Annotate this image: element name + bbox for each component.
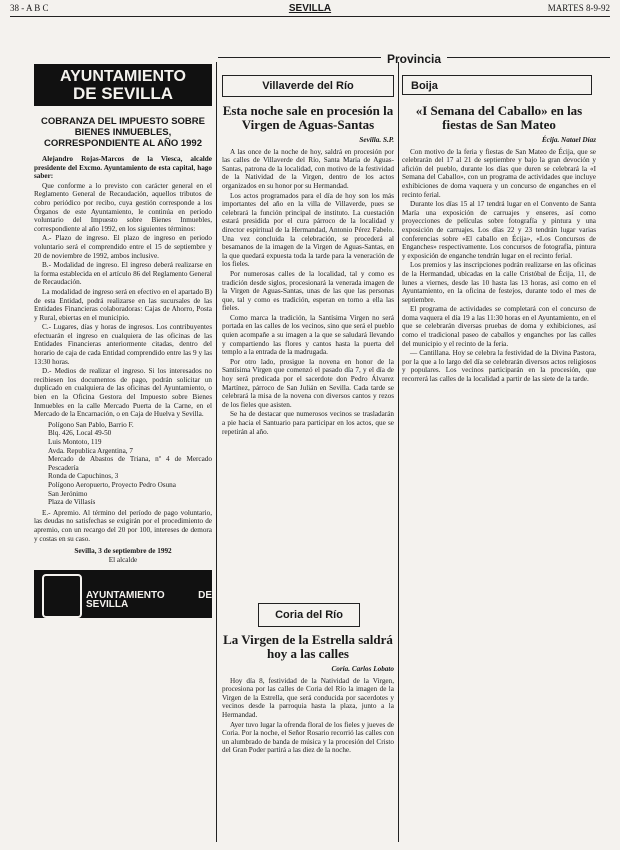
article-byline: Écija. Natael Díaz xyxy=(541,136,596,144)
section-label: Provincia xyxy=(381,52,447,66)
article-paragraph: Los actos programados para el día de hoy son los más importantes del año en la villa de Villaverde, pues se celebrará la función principal de instituto. La cuestación estará presidida por el cura párroco de la localidad y director espiritual de la Hermandad, Antonio Pérez Fabelo. Una vez concluida la celebración, se procederá al besamanos de la imagen de la Virgen de Aguas-Santas, en la que quedará expuesta toda la tarde para la veneración de los fieles. xyxy=(222,191,394,269)
column-divider xyxy=(216,62,217,842)
article-paragraph: — Cantillana. Hoy se celebra la festividad de la Divina Pastora, por la que a lo largo del día se celebrarán diversos actos religiosos y populares. Los vecinos participarán en la procesión, que recorrerá las calles de la localidad a partir de las siete de la tarde. xyxy=(402,349,596,384)
villaverde-box: Villaverde del Río xyxy=(222,75,394,97)
column-divider xyxy=(398,62,399,842)
article-paragraph: El programa de actividades se completará con el concurso de doma vaquera el día 19 a las 11:30 horas en el Ayuntamiento, en el que se celebrarán diversas pruebas de doma y exhibiciones, así como el tradicional paseo de caballos y enganches por las calles del municipio y el recinto de la feria. xyxy=(402,305,596,348)
list-item: Blq. 426, Local 49-50 xyxy=(48,429,112,438)
notice-paragraph: A.- Plazo de ingreso. El plazo de ingreso en periodo voluntario será el comprendido entre el 15 de septiembre y 20 de noviembre de 1992, ambos inclusive. xyxy=(34,234,212,260)
notice-paragraph: E.- Apremio. Al término del período de pago voluntario, las deudas no satisfechas se exigirán por el procedimiento de apremio, con un recargo del 20 por 100, intereses de demora y costas en su caso. xyxy=(34,508,212,543)
article-paragraph: Se ha de destacar que numerosos vecinos se trasladarán a pie hacia el Santuario para participar en los actos, que se repetirán al año. xyxy=(222,410,394,436)
article-byline: Sevilla. S.P. xyxy=(359,136,394,144)
article-paragraph: Con motivo de la feria y fiestas de San Mateo de Écija, que se celebrarán del 17 al 21 de septiembre y bajo la gran devoción y afición del pueblo, durante los días que duren se celebrará la «I Semana del Caballo», con un programa de actividades que incluye exhibiciones de doma vaquera y un concurso de enganches en el recinto ferial. xyxy=(402,147,596,199)
notice-banner xyxy=(34,64,212,106)
notice-paragraph: C.- Lugares, días y horas de ingresos. Los contribuyentes efectuarán el ingreso en cualquiera de las oficinas de las Entidades Financieras anteriormente citadas, dentro del horario de caja de cada Entidad comprendido entre las 9 y las 13:30 horas. xyxy=(34,323,212,366)
article-paragraph: Como marca la tradición, la Santísima Virgen no será portada en las calles de los vecinos, sino que será el pueblo quien acompañe a su imagen a la que se saludará llevando y compartiendo las flores y cantos hasta la puerta del templo a la entrada de la madrugada. xyxy=(222,313,394,357)
boija-box: Boija xyxy=(402,75,592,95)
coria-article xyxy=(222,633,394,756)
ayuntamiento-notice xyxy=(34,64,212,618)
issue-date: MARTES 8-9-92 xyxy=(547,3,610,13)
notice-paragraph: La modalidad de ingreso será en efectivo en el apartado B) de esta Entidad, podrá realizarse en las sucursales de las Entidades Financieras colaboradoras: Cajas de Ahorro, Posta y Rural, ebiertas en el municipio. xyxy=(34,287,212,322)
article-paragraph: Hoy día 8, festividad de la Natividad de la Virgen, procesiona por las calles de Coria del Río la imagen de la Virgen de la Estrella, que será conducida por sacerdotes y vecinos desde la parroquia hasta la plaza, junto a la Hermandad. xyxy=(222,676,394,719)
list-item: Luis Montoto, 119 xyxy=(48,438,102,446)
article-paragraph: A las once de la noche de hoy, saldrá en procesión por las calles de Villaverde del Río, Santa María de Aguas-Santas, patrona de la localidad, con motivo de la festividad de la Natividad de la Virgen, dentro de los actos organizados en su honor por su Hermandad. xyxy=(222,147,394,190)
header-rule xyxy=(10,16,610,17)
notice-paragraph: D.- Medios de realizar el ingreso. Si los interesados no recibiesen los documentos de pago, podrán solicitar un duplicado en cualquiera de las oficinas del Ayuntamiento, o bien en la Oficina Gestora del Impuesto sobre Bienes Inmuebles en la calle Mercado Puerta de la Carne, en el Mercado de la Encarnación, o en Caja de Huelva y Sevilla. xyxy=(34,367,212,419)
article-paragraph: Ayer tuvo lugar la ofrenda floral de los fieles y jueves de Coria. Por la noche, el Señor Rosario recorrió las calles con un alumbrado de banda de música y la procesión del Cristo del Gran Poder partirá a las diez de la noche. xyxy=(222,720,394,755)
article-paragraph: Los premios y las inscripciones podrán realizarse en las oficinas de la Hermandad, ubicadas en la calle Cristóbal de Écija, 11, de lunes a viernes, desde las 10 hasta las 13 horas, así como en el Ayuntamiento, en la oficina de festejos, durante todo el mes de septiembre. xyxy=(402,261,596,304)
list-item: San Jerónimo xyxy=(48,489,88,498)
section-banner xyxy=(218,50,610,66)
list-item: Avda. Republica Argentina, 7 xyxy=(48,446,133,455)
list-item: Plaza de Villasís xyxy=(48,498,96,507)
list-item: Polígono San Pablo, Barrio F. xyxy=(48,420,134,429)
office-list xyxy=(34,421,212,507)
section-title: SEVILLA xyxy=(288,3,332,14)
page-number: 38 - A B C xyxy=(10,3,49,13)
notice-paragraph: B.- Modalidad de ingreso. El ingreso deberá realizarse en la forma establecida en el artículo 86 del Reglamento General de Recaudación. xyxy=(34,261,212,287)
boija-article xyxy=(402,104,596,385)
article-byline: Coria. Carlos Lobato xyxy=(331,665,394,673)
notice-paragraph: Que conforme a lo previsto con carácter general en el Reglamento General de Recaudación, aquellos tributos de cobro periódico por recibo, cuya gestión corresponde a los Órganos de este Ayuntamiento, le continúa en período voluntario del Impuesto sobre Bienes Inmuebles, correspondiente al año 1992, en los siguientes términos: xyxy=(34,181,212,233)
list-item: Polígono Aeropuerto, Proyecto Pedro Osuna xyxy=(48,480,176,489)
notice-signature: Sevilla, 3 de septiembre de 1992 xyxy=(74,547,172,556)
notice-headline: COBRANZA DEL IMPUESTO SOBRE BIENES INMUEBLES, CORRESPONDIENTE AL AÑO 1992 xyxy=(41,116,205,149)
article-paragraph: Por otro lado, prosigue la novena en honor de la Santísima Virgen que comenzó el pasado día 7, y el día de hoy será predicada por el sacerdote don Pedro Álvarez Martínez, párroco de San Julián en Sevilla. Cada tarde se celebrará la misa de la novena con diversos cantos y rezos de los fieles que asisten. xyxy=(222,357,394,409)
notice-signature-role: El alcalde xyxy=(108,555,138,564)
notice-intro: Alejandro Rojas-Marcos de la Viesca, alcalde presidente del Excmo. Ayuntamiento de esta capital, hago saber: xyxy=(34,155,212,181)
ayuntamiento-logo xyxy=(34,570,212,618)
article-paragraph: Por numerosas calles de la localidad, tal y como es tradición desde siglos, procesionará la venerada imagen de la Virgen de Aguas-Santas, unas de las que las personas que, tal y como es tradición, esperan en torno a ella las fieles. xyxy=(222,269,394,313)
city-seal-icon xyxy=(42,574,82,618)
banner-line1: AYUNTAMIENTO xyxy=(60,68,186,85)
coria-box: Coria del Río xyxy=(258,603,360,627)
banner-line2: DE SEVILLA xyxy=(72,84,174,103)
article-headline: «I Semana del Caballo» en las fiestas de San Mateo xyxy=(415,103,583,132)
list-item: Ronda de Capuchinos, 3 xyxy=(48,472,119,481)
article-paragraph: Durante los días 15 al 17 tendrá lugar en el Convento de Santa María una exposición de carruajes y enseres, así como proyecciones de películas sobre fotografía y pintura y una exposición de carruajes. Los días 22 y 23 tendrán lugar varias conferencias sobre «El caballo en Écija», «Los Concursos de Enganches» respectivamente. Los concursos de fotografía, pintura y exposición de enganche tendrán lugar en el recinto ferial. xyxy=(402,200,596,260)
villaverde-article xyxy=(222,104,394,437)
list-item: Mercado de Abastos de Triana, nº 4 de Mercado Pescadería xyxy=(48,455,212,472)
article-headline: La Virgen de la Estrella saldrá hoy a las calles xyxy=(223,632,393,661)
page-header xyxy=(10,3,610,15)
article-headline: Esta noche sale en procesión la Virgen de Aguas-Santas xyxy=(222,103,394,132)
logo-text: AYUNTAMIENTO DE SEVILLA xyxy=(86,590,212,610)
